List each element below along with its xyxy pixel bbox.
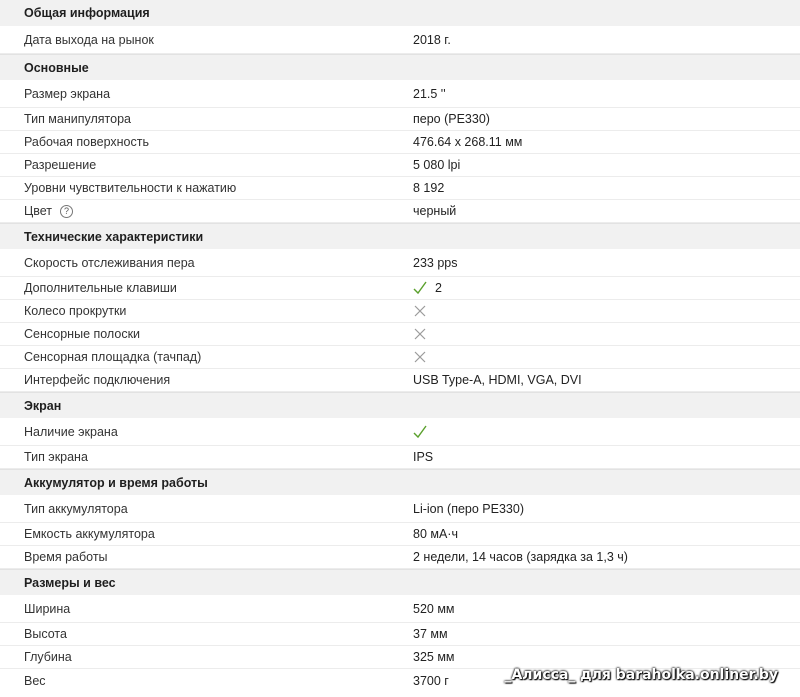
spec-value: Li-ion (перо PE330) xyxy=(413,501,524,516)
spec-label: Тип аккумулятора xyxy=(24,501,128,516)
section-dimensions-title: Размеры и вес xyxy=(0,569,800,595)
watermark: _Алисса_ для baraholka.onliner.by xyxy=(504,667,778,683)
spec-value: 5 080 lpi xyxy=(413,158,461,172)
section-main-title: Основные xyxy=(0,54,800,80)
spec-label: Интерфейс подключения xyxy=(24,373,171,387)
spec-row-extra-keys xyxy=(0,277,800,300)
spec-row-runtime xyxy=(0,546,800,569)
spec-label: Тип манипулятора xyxy=(24,112,131,126)
spec-value: 8 192 xyxy=(413,181,445,195)
spec-value: 2 xyxy=(435,281,442,295)
section-screen-title: Экран xyxy=(0,392,800,418)
spec-label: Размер экрана xyxy=(24,86,111,101)
help-icon[interactable]: ? xyxy=(60,205,73,218)
spec-row-touch-strips xyxy=(0,323,800,346)
spec-label: Вес xyxy=(24,673,46,688)
check-icon xyxy=(413,281,427,295)
spec-label: Скорость отслеживания пера xyxy=(24,255,195,270)
spec-row-scroll-wheel xyxy=(0,300,800,323)
spec-row-width xyxy=(0,595,800,623)
section-tech-title: Технические характеристики xyxy=(0,223,800,249)
spec-row-interface xyxy=(0,369,800,392)
spec-value: 80 мА·ч xyxy=(413,527,458,541)
spec-row-depth xyxy=(0,646,800,669)
spec-label: Цвет xyxy=(24,204,53,218)
spec-row-release xyxy=(0,26,800,54)
spec-label: Емкость аккумулятора xyxy=(24,527,155,541)
section-general-title: Общая информация xyxy=(0,0,800,26)
spec-label: Высота xyxy=(24,627,67,641)
spec-label: Разрешение xyxy=(24,158,97,172)
spec-label: Глубина xyxy=(24,650,72,664)
spec-value: 476.64 x 268.11 мм xyxy=(413,135,523,149)
spec-value: USB Type-A, HDMI, VGA, DVI xyxy=(413,373,582,387)
spec-row-tracking xyxy=(0,249,800,277)
spec-value: 21.5 '' xyxy=(413,86,446,101)
section-battery-title: Аккумулятор и время работы xyxy=(0,469,800,495)
cross-icon xyxy=(414,305,426,317)
spec-row-resolution xyxy=(0,154,800,177)
spec-label: Сенсорная площадка (тачпад) xyxy=(24,350,202,364)
spec-row-battery-type xyxy=(0,495,800,523)
spec-label: Время работы xyxy=(24,550,108,564)
cross-icon xyxy=(414,328,426,340)
spec-row-screen-type xyxy=(0,446,800,469)
spec-label: Колесо прокрутки xyxy=(24,304,127,318)
spec-value: 233 pps xyxy=(413,255,458,270)
spec-row-work-area xyxy=(0,131,800,154)
spec-value: 3700 г xyxy=(413,673,449,688)
spec-row-manipulator xyxy=(0,108,800,131)
cross-icon xyxy=(414,351,426,363)
spec-row-touchpad xyxy=(0,346,800,369)
spec-row-capacity xyxy=(0,523,800,546)
spec-row-pressure xyxy=(0,177,800,200)
spec-value: IPS xyxy=(413,450,434,464)
spec-label: Наличие экрана xyxy=(24,424,118,439)
spec-label: Ширина xyxy=(24,601,71,616)
spec-value: 325 мм xyxy=(413,650,455,664)
spec-row-screen-size xyxy=(0,80,800,108)
spec-value: перо (PE330) xyxy=(413,112,490,126)
spec-value: 2018 г. xyxy=(413,32,451,47)
spec-label: Дополнительные клавиши xyxy=(24,281,177,295)
spec-value: 37 мм xyxy=(413,627,448,641)
spec-label: Сенсорные полоски xyxy=(24,327,141,341)
spec-value: 520 мм xyxy=(413,601,455,616)
spec-row-height xyxy=(0,623,800,646)
check-icon xyxy=(413,425,427,439)
spec-row-has-screen xyxy=(0,418,800,446)
spec-value: черный xyxy=(413,204,457,218)
spec-label: Уровни чувствительности к нажатию xyxy=(24,181,237,195)
spec-value: 2 недели, 14 часов (зарядка за 1,3 ч) xyxy=(413,550,628,564)
spec-label: Дата выхода на рынок xyxy=(24,32,154,47)
spec-label: Рабочая поверхность xyxy=(24,135,149,149)
spec-row-color xyxy=(0,200,800,223)
spec-label: Тип экрана xyxy=(24,450,88,464)
